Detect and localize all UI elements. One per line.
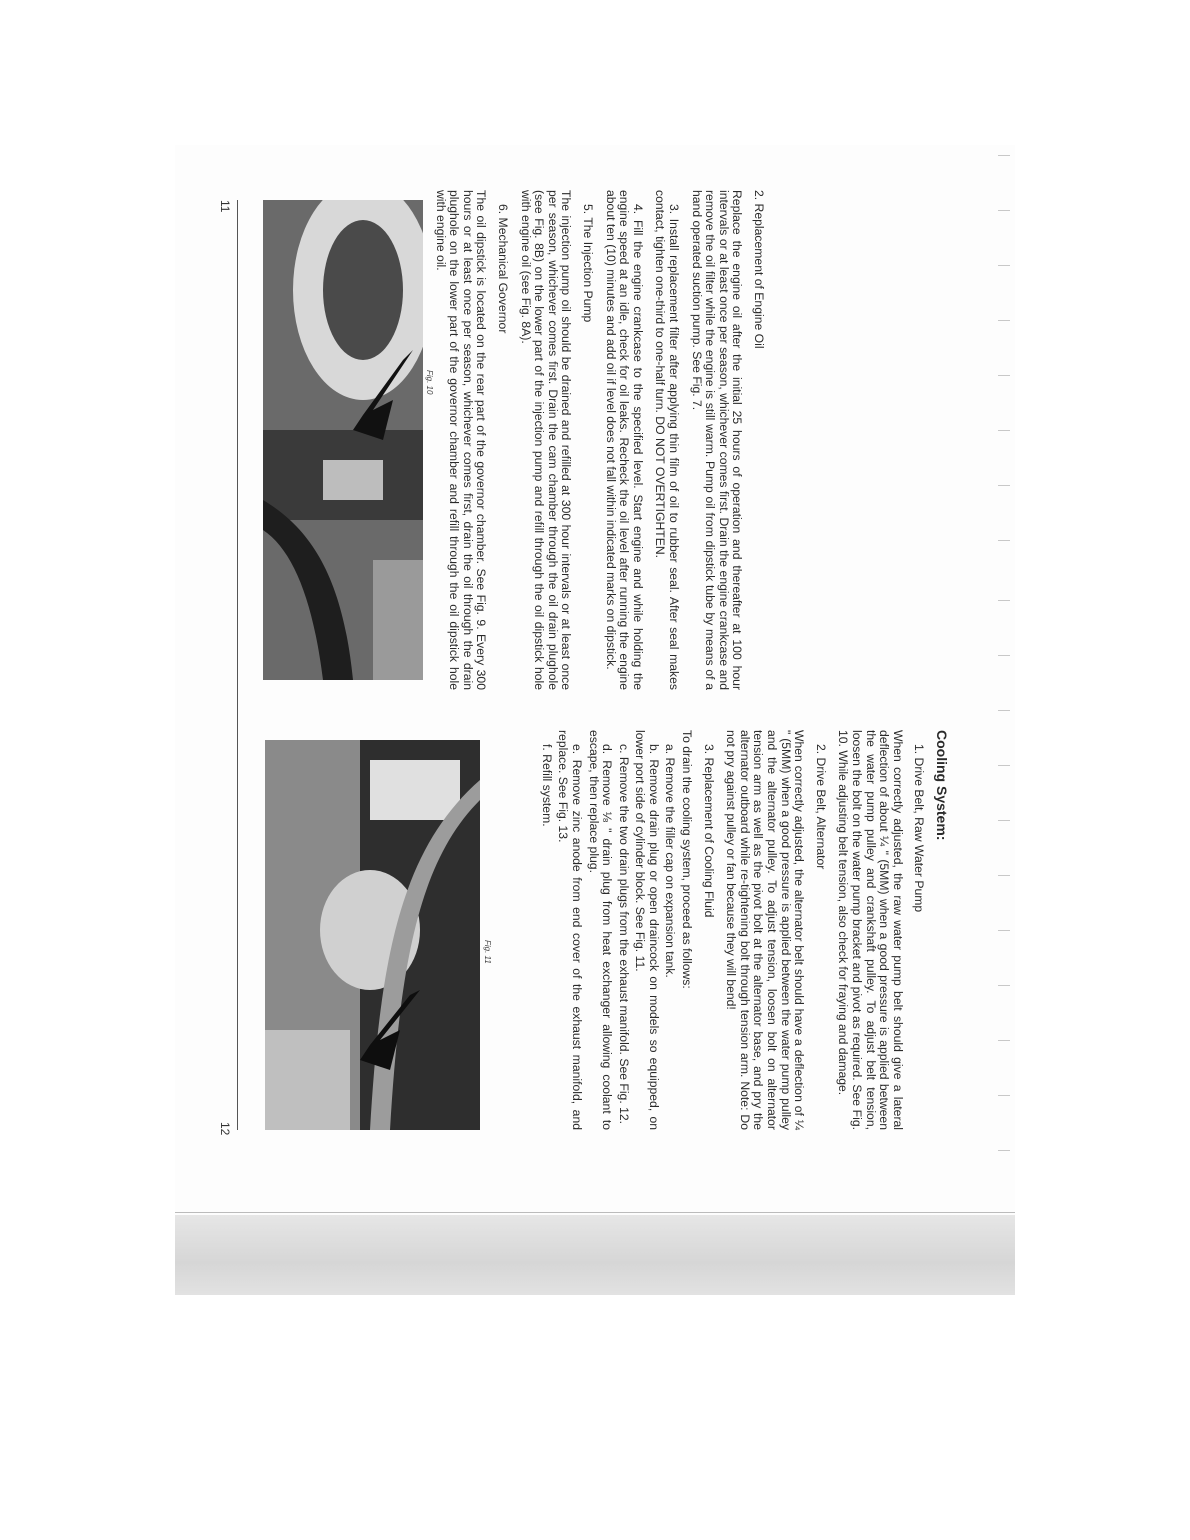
paragraph: To drain the cooling system, proceed as follows: <box>680 730 695 989</box>
section-heading: 2. Replacement of Engine Oil <box>752 190 766 349</box>
step: c. Remove the two drain plugs from the exhaust manifold. See Fig. 12. <box>616 744 631 1125</box>
section-heading: 5. The Injection Pump <box>581 204 596 323</box>
scan-mark <box>998 1095 1010 1096</box>
paragraph: When correctly adjusted, the alternator belt should have a deflection of ¼ " (5MM) when a good pressure is applied between the water pump pulley and the alternator pulley. To adjust tension, loosen bolt on alternator tension arm as well as the pivot bolt at the alternator base, and pry the alternator outboard while re-tightening bolt through tension arm. Note: Do not pry against pulley or fan because they will bend! <box>724 730 807 1130</box>
scan-mark <box>998 1040 1010 1041</box>
scan-mark <box>998 985 1010 986</box>
page-title: Cooling System: <box>934 730 950 841</box>
paragraph: 4. Fill the engine crankcase to the specified level. Start engine and while holding the engine speed at an idle, check for oil leaks. Recheck the oil level after running the engine about ten (10) minutes and add oil if level does not fall within indicated marks on dipstick. <box>603 190 645 690</box>
scanner-bed-band <box>175 1215 1015 1295</box>
figure-caption: Fig. 11 <box>483 940 492 964</box>
page-number: 11 <box>218 200 232 213</box>
page-12-text <box>530 730 948 1130</box>
scan-mark <box>998 540 1010 541</box>
section-heading: 3. Replacement of Cooling Fluid <box>701 744 716 918</box>
rotated-manual-spread <box>170 170 970 1170</box>
step: e. Remove zinc anode from end cover of the exhaust manifold, and replace. See Fig. 13. <box>556 730 584 1130</box>
scan-mark <box>998 155 1010 156</box>
scan-mark <box>998 765 1010 766</box>
scan-mark <box>998 1150 1010 1151</box>
scan-mark <box>998 375 1010 376</box>
scan-mark <box>998 430 1010 431</box>
step: f. Refill system. <box>539 744 554 827</box>
section-heading: 1. Drive Belt, Raw Water Pump <box>912 744 927 913</box>
scan-mark <box>998 210 1010 211</box>
paragraph: When correctly adjusted, the raw water pump belt should give a lateral deflection of about ¼ " (5MM) when a good pressure is applied between the water pump pulley and crankshaft pulley. To adjust belt tension, loosen the bolt on the water pump bracket and pivot as required. See Fig. 10. While adjusting belt tension, also check for fraying and damage. <box>836 730 905 1130</box>
scan-mark <box>998 600 1010 601</box>
paragraph: The oil dipstick is located on the rear part of the governor chamber. See Fig. 9. Every 300 hours or at least once per season, whichever comes first, drain the oil through the drain plughole on the lower part of the governor chamber and refill through the oil dipstick hole with engine oil. <box>433 190 489 690</box>
step: d. Remove ⅛ " drain plug from heat exchanger allowing coolant to escape, then replace plug. <box>586 730 615 1130</box>
scan-mark <box>998 820 1010 821</box>
scan-mark <box>998 320 1010 321</box>
figure-10-photo <box>263 200 423 680</box>
step: b. Remove drain plug or open draincock on models so equipped, on lower port side of cylinder block. See Fig. 11. <box>633 730 661 1130</box>
paragraph: The injection pump oil should be drained and refilled at 300 hour intervals or at least once per season, whichever comes first. Drain the cam chamber through the oil drain plughole (see Fig. 8B) on the lower part of the injection pump and refill through the oil dipstick hole with engine oil (see Fig. 8A). <box>518 190 574 690</box>
scan-edge-line <box>175 1212 1015 1213</box>
section-heading: 2. Drive Belt, Alternator <box>813 744 828 870</box>
scan-mark <box>998 710 1010 711</box>
paragraph: 3. Install replacement filter after applying thin film of oil to rubber seal. After seal makes contact, tighten one-third to one-half turn. DO NOT OVERTIGHTEN. <box>653 190 682 690</box>
engine-photo-image <box>265 740 480 1130</box>
scan-mark <box>998 875 1010 876</box>
scan-mark <box>998 930 1010 931</box>
paragraph: Replace the engine oil after the initial 25 hours of operation and thereafter at 100 hour intervals or at least once per season, whichever comes first. Drain the engine crankcase and remove the oil filter while the engine is still warm. Pump oil from dipstick tube by means of a hand operated suction pump. See Fig. 7. <box>689 190 745 690</box>
page-number: 12 <box>218 1122 232 1136</box>
page-11-text <box>424 190 765 690</box>
section-heading: 6. Mechanical Governor <box>496 204 511 334</box>
engine-photo-image <box>263 200 423 680</box>
figure-caption: Fig. 10 <box>425 370 434 395</box>
scan-mark <box>998 265 1010 266</box>
footer-rule <box>237 200 238 1130</box>
scan-mark <box>998 485 1010 486</box>
step: a. Remove the filler cap on expansion tank. <box>663 744 678 978</box>
scan-mark <box>998 655 1010 656</box>
figure-11-photo <box>265 740 480 1130</box>
